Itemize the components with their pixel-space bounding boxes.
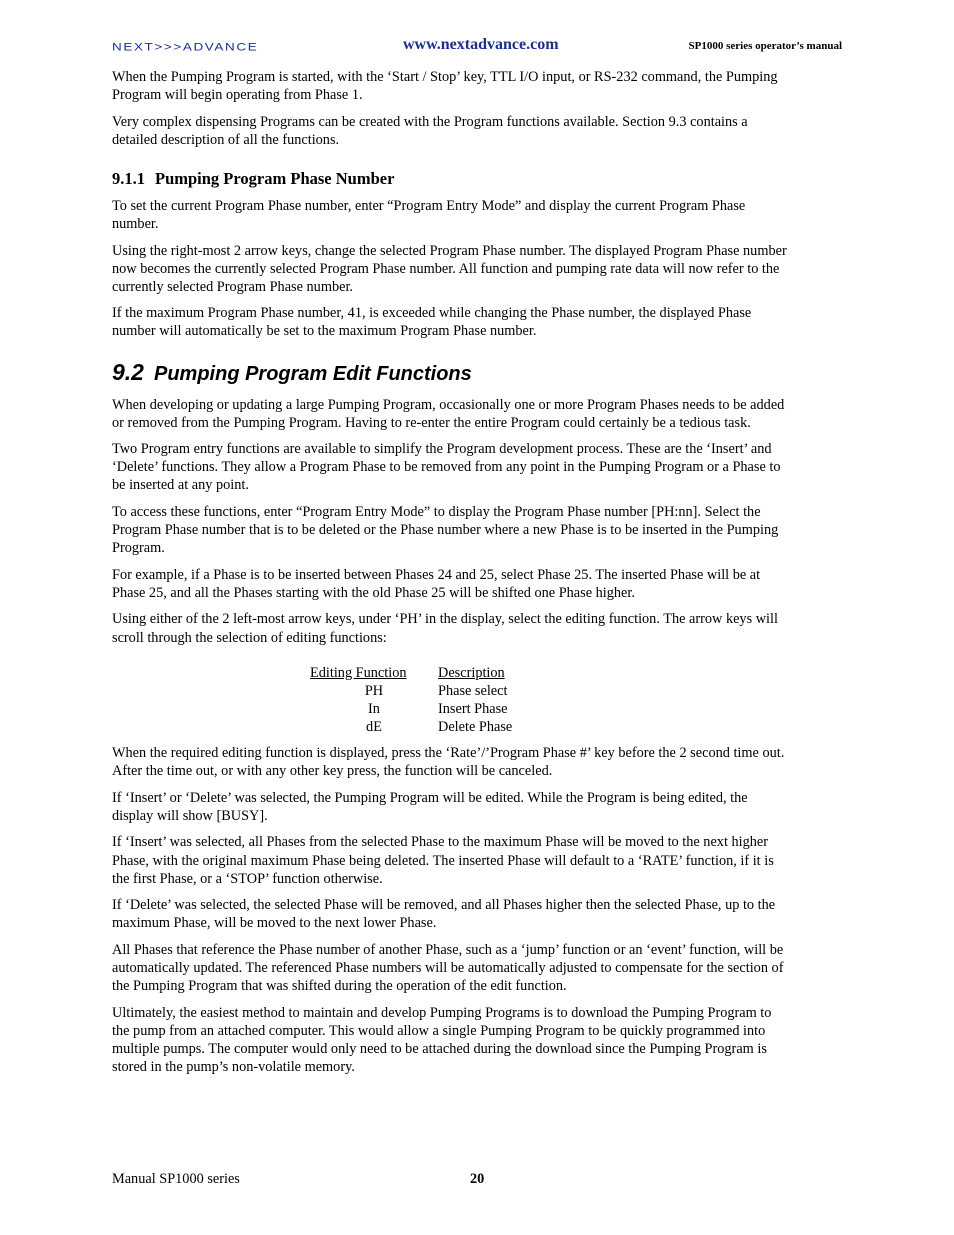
column-header: Description: [438, 664, 505, 681]
paragraph: When the required editing function is displayed, press the ‘Rate’/’Program Phase #’ key before the 2 second time out. After the time out, or with any other key press, the function will be canceled.: [112, 745, 785, 780]
table-cell: Insert Phase: [438, 700, 508, 717]
section-title: Pumping Program Edit Functions: [153, 362, 472, 385]
paragraph: To set the current Program Phase number, enter “Program Entry Mode” and display the current Program Phase number.: [112, 197, 746, 232]
editing-functions-table: [310, 664, 512, 736]
brand-logo: NEXT>>>ADVANCE: [112, 40, 259, 53]
table-cell: In: [368, 700, 380, 717]
table-header-row: [310, 664, 512, 682]
table-row: [310, 718, 512, 736]
section-heading-92: [112, 359, 792, 387]
table-cell: PH: [364, 682, 384, 699]
paragraph: If ‘Insert’ was selected, all Phases from the selected Phase to the maximum Phase will be moved to the next higher Phase, with the original maximum Phase being deleted. The inserted Phase will default to a ‘RATE’ function, if it is the first Phase, or a ‘STOP’ function otherwise.: [112, 834, 774, 887]
table-cell: Delete Phase: [438, 718, 513, 735]
paragraph: When developing or updating a large Pumping Program, occasionally one or more Program Phases needs to be added or removed from the Pumping Program. Having to re-enter the entire Program could certainly be a tedious task.: [112, 396, 785, 431]
paragraph: To access these functions, enter “Program Entry Mode” to display the Program Phase number [PH:nn]. Select the Program Phase number that is to be deleted or the Phase number where a new Phase is to be inserted in the Pumping Program.: [112, 504, 779, 557]
paragraph: If ‘Insert’ or ‘Delete’ was selected, the Pumping Program will be edited. While the Program is being edited, the display will show [BUSY].: [112, 789, 748, 824]
footer-manual-name: Manual SP1000 series: [112, 1171, 240, 1187]
paragraph: All Phases that reference the Phase number of another Phase, such as a ‘jump’ function or an ‘event’ function, will be automatically updated. The referenced Phase numbers will be automatically adjusted to compensate for the section of the Pumping Program that was shifted during the operation of the edit function.: [112, 941, 784, 995]
paragraph: For example, if a Phase is to be inserted between Phases 24 and 25, select Phase 25. The inserted Phase will be at Phase 25, and all the Phases starting with the old Phase 25 will be shifted one Phase higher.: [112, 566, 761, 601]
paragraph: Using either of the 2 left-most arrow keys, under ‘PH’ in the display, select the editing function. The arrow keys will scroll through the selection of editing functions:: [112, 611, 778, 646]
table-cell: Phase select: [438, 682, 508, 699]
column-header: Editing Function: [310, 664, 407, 681]
paragraph: Ultimately, the easiest method to maintain and develop Pumping Programs is to download the Pumping Program to the pump from an attached computer. This would allow a single Pumping Program to be quickly programmed into multiple pumps. The computer would only need to be attached during the download since the Pumping Program is stored in the pump’s non-volatile memory.: [112, 1004, 772, 1075]
page-body: [112, 68, 792, 1085]
table-row: [310, 682, 512, 700]
section-number: 9.2: [112, 358, 144, 385]
section-heading-911: [112, 169, 792, 189]
section-title: Pumping Program Phase Number: [155, 168, 395, 188]
page-header: [112, 36, 842, 58]
paragraph: If the maximum Program Phase number, 41, is exceeded while changing the Phase number, the displayed Phase number will automatically be set to the maximum Program Phase number.: [112, 305, 752, 340]
table-cell: dE: [366, 718, 382, 735]
table-row: [310, 700, 512, 718]
page-number: 20: [470, 1171, 485, 1187]
paragraph: Very complex dispensing Programs can be created with the Program functions available. Section 9.3 contains a detailed description of all the functions.: [112, 113, 748, 148]
manual-title: SP1000 series operator’s manual: [688, 40, 842, 52]
paragraph: Using the right-most 2 arrow keys, change the selected Program Phase number. The displayed Program Phase number now becomes the currently selected Program Phase number. All function and pumping rate data will now refer to the currently selected Program Phase number.: [112, 242, 787, 295]
paragraph: When the Pumping Program is started, with the ‘Start / Stop’ key, TTL I/O input, or RS-232 command, the Pumping Program will begin operating from Phase 1.: [112, 69, 778, 104]
paragraph: Two Program entry functions are available to simplify the Program development process. These are the ‘Insert’ and ‘Delete’ functions. They allow a Program Phase to be removed from any point in the Pumping Program or a Phase to be inserted at any point.: [112, 441, 781, 494]
section-number: 9.1.1: [112, 168, 145, 188]
website-url: www.nextadvance.com: [403, 36, 559, 53]
paragraph: If ‘Delete’ was selected, the selected Phase will be removed, and all Phases higher then the selected Phase, up to the maximum Phase, will be moved to the next lower Phase.: [112, 897, 776, 932]
